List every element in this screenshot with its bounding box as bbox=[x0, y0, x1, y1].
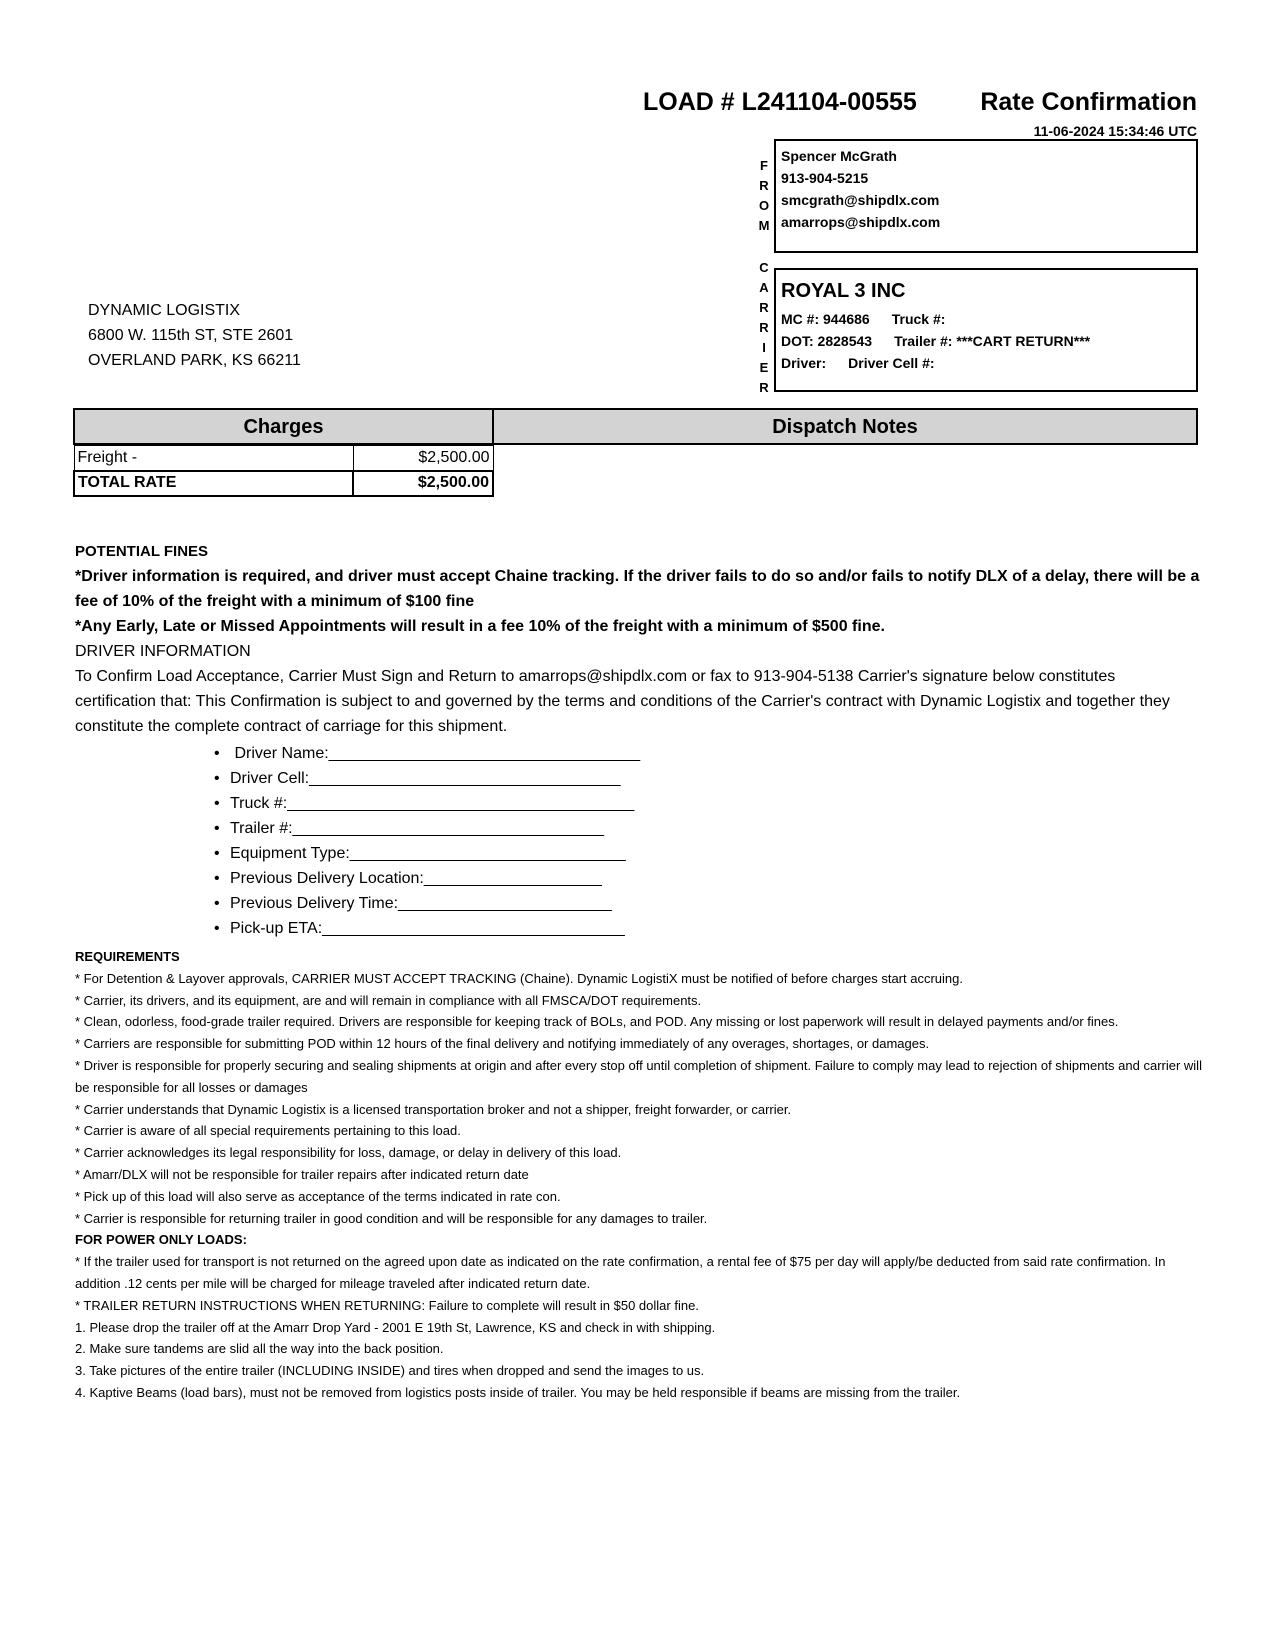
load-number: LOAD # L241104-00555 bbox=[643, 88, 917, 116]
dispatch-notes-header: Dispatch Notes bbox=[494, 408, 1198, 445]
requirement-item: * Carrier, its drivers, and its equipment, are and will remain in compliance with all FMSCA/DOT requirements. bbox=[75, 992, 702, 1008]
driver-field: Driver Cell:___________________________________ bbox=[230, 770, 621, 787]
carrier-line-mc bbox=[781, 308, 1191, 330]
carrier-label-letter: R bbox=[759, 320, 769, 335]
driver-field: Previous Delivery Time:________________________ bbox=[230, 895, 612, 912]
from-email-2: amarrops@shipdlx.com bbox=[781, 214, 941, 230]
carrier-truck: Truck #: bbox=[891, 311, 946, 327]
total-label: TOTAL RATE bbox=[74, 471, 353, 496]
driver-field: Pick-up ETA:__________________________________ bbox=[230, 920, 625, 937]
driver-fields-list bbox=[214, 741, 640, 941]
requirement-item: * Carrier is responsible for returning trailer in good condition and will be responsible for any damages to trailer. bbox=[75, 1210, 708, 1226]
list-item: • Equipment Type:_______________________________ bbox=[214, 845, 626, 862]
requirement-item: * Carrier is aware of all special requirements pertaining to this load. bbox=[75, 1123, 461, 1139]
power-only-item: 1. Please drop the trailer off at the Amarr Drop Yard - 2001 E 19th St, Lawrence, KS and check in with shipping. bbox=[75, 1319, 716, 1335]
list-item: • Driver Name:___________________________________ bbox=[214, 745, 641, 762]
carrier-line-dot bbox=[781, 330, 1191, 352]
driver-field: Driver Name:___________________________________ bbox=[230, 745, 641, 762]
power-only-item: 2. Make sure tandems are slid all the way into the back position. bbox=[75, 1341, 444, 1357]
list-item: • Previous Delivery Time:________________________ bbox=[214, 895, 612, 912]
requirement-item: * Driver is responsible for properly securing and sealing shipments at origin and after every stop off until completion of shipment. Failure to comply may lead to rejection of shipments and carrier will be responsible for all losses or damages bbox=[75, 1057, 1202, 1095]
fine-line-1: *Driver information is required, and driver must accept Chaine tracking. If the driver fails to do so and/or fails to notify DLX of a delay, there will be a fee of 10% of the freight with a minimum of $100 fine bbox=[75, 568, 1200, 610]
from-label-letter: F bbox=[760, 158, 768, 173]
carrier-label-letter: E bbox=[759, 360, 769, 375]
carrier-dot: DOT: 2828543 bbox=[781, 333, 873, 349]
driver-field: Trailer #:___________________________________ bbox=[230, 820, 604, 837]
from-phone: 913-904-5215 bbox=[781, 170, 869, 186]
from-label-letter: R bbox=[759, 178, 769, 193]
carrier-label-letter: R bbox=[759, 380, 769, 395]
carrier-label-letter: A bbox=[759, 280, 769, 295]
list-item: • Driver Cell:___________________________________ bbox=[214, 770, 621, 787]
carrier-box bbox=[774, 268, 1198, 392]
total-row bbox=[74, 471, 493, 496]
requirement-item: * Carrier understands that Dynamic Logistix is a licensed transportation broker and not a shipper, freight forwarder, or carrier. bbox=[75, 1101, 792, 1117]
requirement-item: * Carrier acknowledges its legal responsibility for loss, damage, or delay in delivery of this load. bbox=[75, 1145, 622, 1161]
driver-info-heading: DRIVER INFORMATION bbox=[75, 643, 251, 660]
fines-heading: POTENTIAL FINES bbox=[75, 543, 209, 560]
requirements-heading: REQUIREMENTS bbox=[75, 949, 180, 964]
list-item: • Truck #:_______________________________________ bbox=[214, 795, 635, 812]
requirement-item: * Clean, odorless, food-grade trailer required. Drivers are responsible for keeping track of BOLs, and POD. Any missing or lost paperwork will result in delayed payments and/or fines. bbox=[75, 1014, 1119, 1030]
charges-header: Charges bbox=[73, 408, 494, 445]
power-only-item: 3. Take pictures of the entire trailer (INCLUDING INSIDE) and tires when dropped and send the images to us. bbox=[75, 1363, 705, 1379]
table-row bbox=[74, 446, 493, 471]
from-name: Spencer McGrath bbox=[781, 148, 897, 164]
power-only-item: * If the trailer used for transport is not returned on the agreed upon date as indicated on the rate confirmation, a rental fee of $75 per day will apply/be deducted from said rate confirmation. In addition .12 cents per mile will be charged for mileage traveled after indicated return date. bbox=[75, 1254, 1166, 1291]
carrier-label-letter: I bbox=[762, 340, 766, 355]
driver-field: Truck #:_______________________________________ bbox=[230, 795, 635, 812]
power-only-item: * TRAILER RETURN INSTRUCTIONS WHEN RETURNING: Failure to complete will result in $50 dollar fine. bbox=[75, 1297, 699, 1313]
carrier-vertical-label bbox=[757, 258, 771, 398]
requirements-section bbox=[75, 946, 1205, 1404]
list-item: • Trailer #:___________________________________ bbox=[214, 820, 604, 837]
requirement-item: * Amarr/DLX will not be responsible for trailer repairs after indicated return date bbox=[75, 1166, 529, 1182]
driver-field: Equipment Type:_______________________________ bbox=[230, 845, 626, 862]
carrier-label-letter: C bbox=[759, 260, 769, 275]
fine-line-2: *Any Early, Late or Missed Appointments will result in a fee 10% of the freight with a minimum of $500 fine. bbox=[75, 618, 885, 635]
carrier-driver: Driver: bbox=[781, 355, 827, 371]
carrier-line-driver bbox=[781, 352, 1191, 374]
requirement-item: * Pick up of this load will also serve as acceptance of the terms indicated in rate con. bbox=[75, 1188, 561, 1204]
document-title: Rate Confirmation bbox=[980, 88, 1197, 116]
shipper-address-line-1: 6800 W. 115th ST, STE 2601 bbox=[88, 327, 294, 344]
carrier-mc: MC #: 944686 bbox=[781, 311, 870, 327]
charges-table bbox=[73, 445, 494, 497]
carrier-label-letter: R bbox=[759, 300, 769, 315]
list-item: • Previous Delivery Location:____________________ bbox=[214, 870, 602, 887]
shipper-address bbox=[88, 298, 301, 373]
from-label-letter: M bbox=[758, 218, 770, 233]
timestamp: 11-06-2024 15:34:46 UTC bbox=[1033, 123, 1197, 139]
charge-amount: $2,500.00 bbox=[353, 446, 493, 471]
list-item: • Pick-up ETA:__________________________________ bbox=[214, 920, 625, 937]
power-only-item: 4. Kaptive Beams (load bars), must not be removed from logistics posts inside of trailer. You may be held responsible if beams are missing from the trailer. bbox=[75, 1384, 961, 1400]
power-only-heading: FOR POWER ONLY LOADS: bbox=[75, 1232, 247, 1248]
carrier-trailer: Trailer #: ***CART RETURN*** bbox=[894, 333, 1091, 349]
shipper-address-line-2: OVERLAND PARK, KS 66211 bbox=[88, 352, 301, 369]
from-vertical-label bbox=[757, 156, 771, 236]
from-email-1: smcgrath@shipdlx.com bbox=[781, 192, 940, 208]
total-amount: $2,500.00 bbox=[353, 471, 493, 496]
driver-field: Previous Delivery Location:____________________ bbox=[230, 870, 602, 887]
requirement-item: * Carriers are responsible for submitting POD within 12 hours of the final delivery and notifying immediately of any overages, shortages, or damages. bbox=[75, 1036, 930, 1052]
from-label-letter: O bbox=[758, 198, 770, 213]
charge-label: Freight - bbox=[74, 446, 353, 471]
fines-section bbox=[75, 539, 1200, 739]
carrier-driver-cell: Driver Cell #: bbox=[848, 355, 935, 371]
from-box bbox=[774, 139, 1198, 253]
requirement-item: * For Detention & Layover approvals, CARRIER MUST ACCEPT TRACKING (Chaine). Dynamic LogistiX must be notified of before charges start accruing. bbox=[75, 970, 963, 986]
shipper-name: DYNAMIC LOGISTIX bbox=[88, 302, 241, 319]
carrier-name: ROYAL 3 INC bbox=[781, 280, 906, 302]
confirm-text: To Confirm Load Acceptance, Carrier Must Sign and Return to amarrops@shipdlx.com or fax to 913-904-5138 Carrier's signature below constitutes certification that: This Confirmation is subject to and governed by the terms and conditions of the Carrier's contract with Dynamic Logistix and together they constitute the complete contract of carriage for this shipment. bbox=[75, 668, 1170, 735]
